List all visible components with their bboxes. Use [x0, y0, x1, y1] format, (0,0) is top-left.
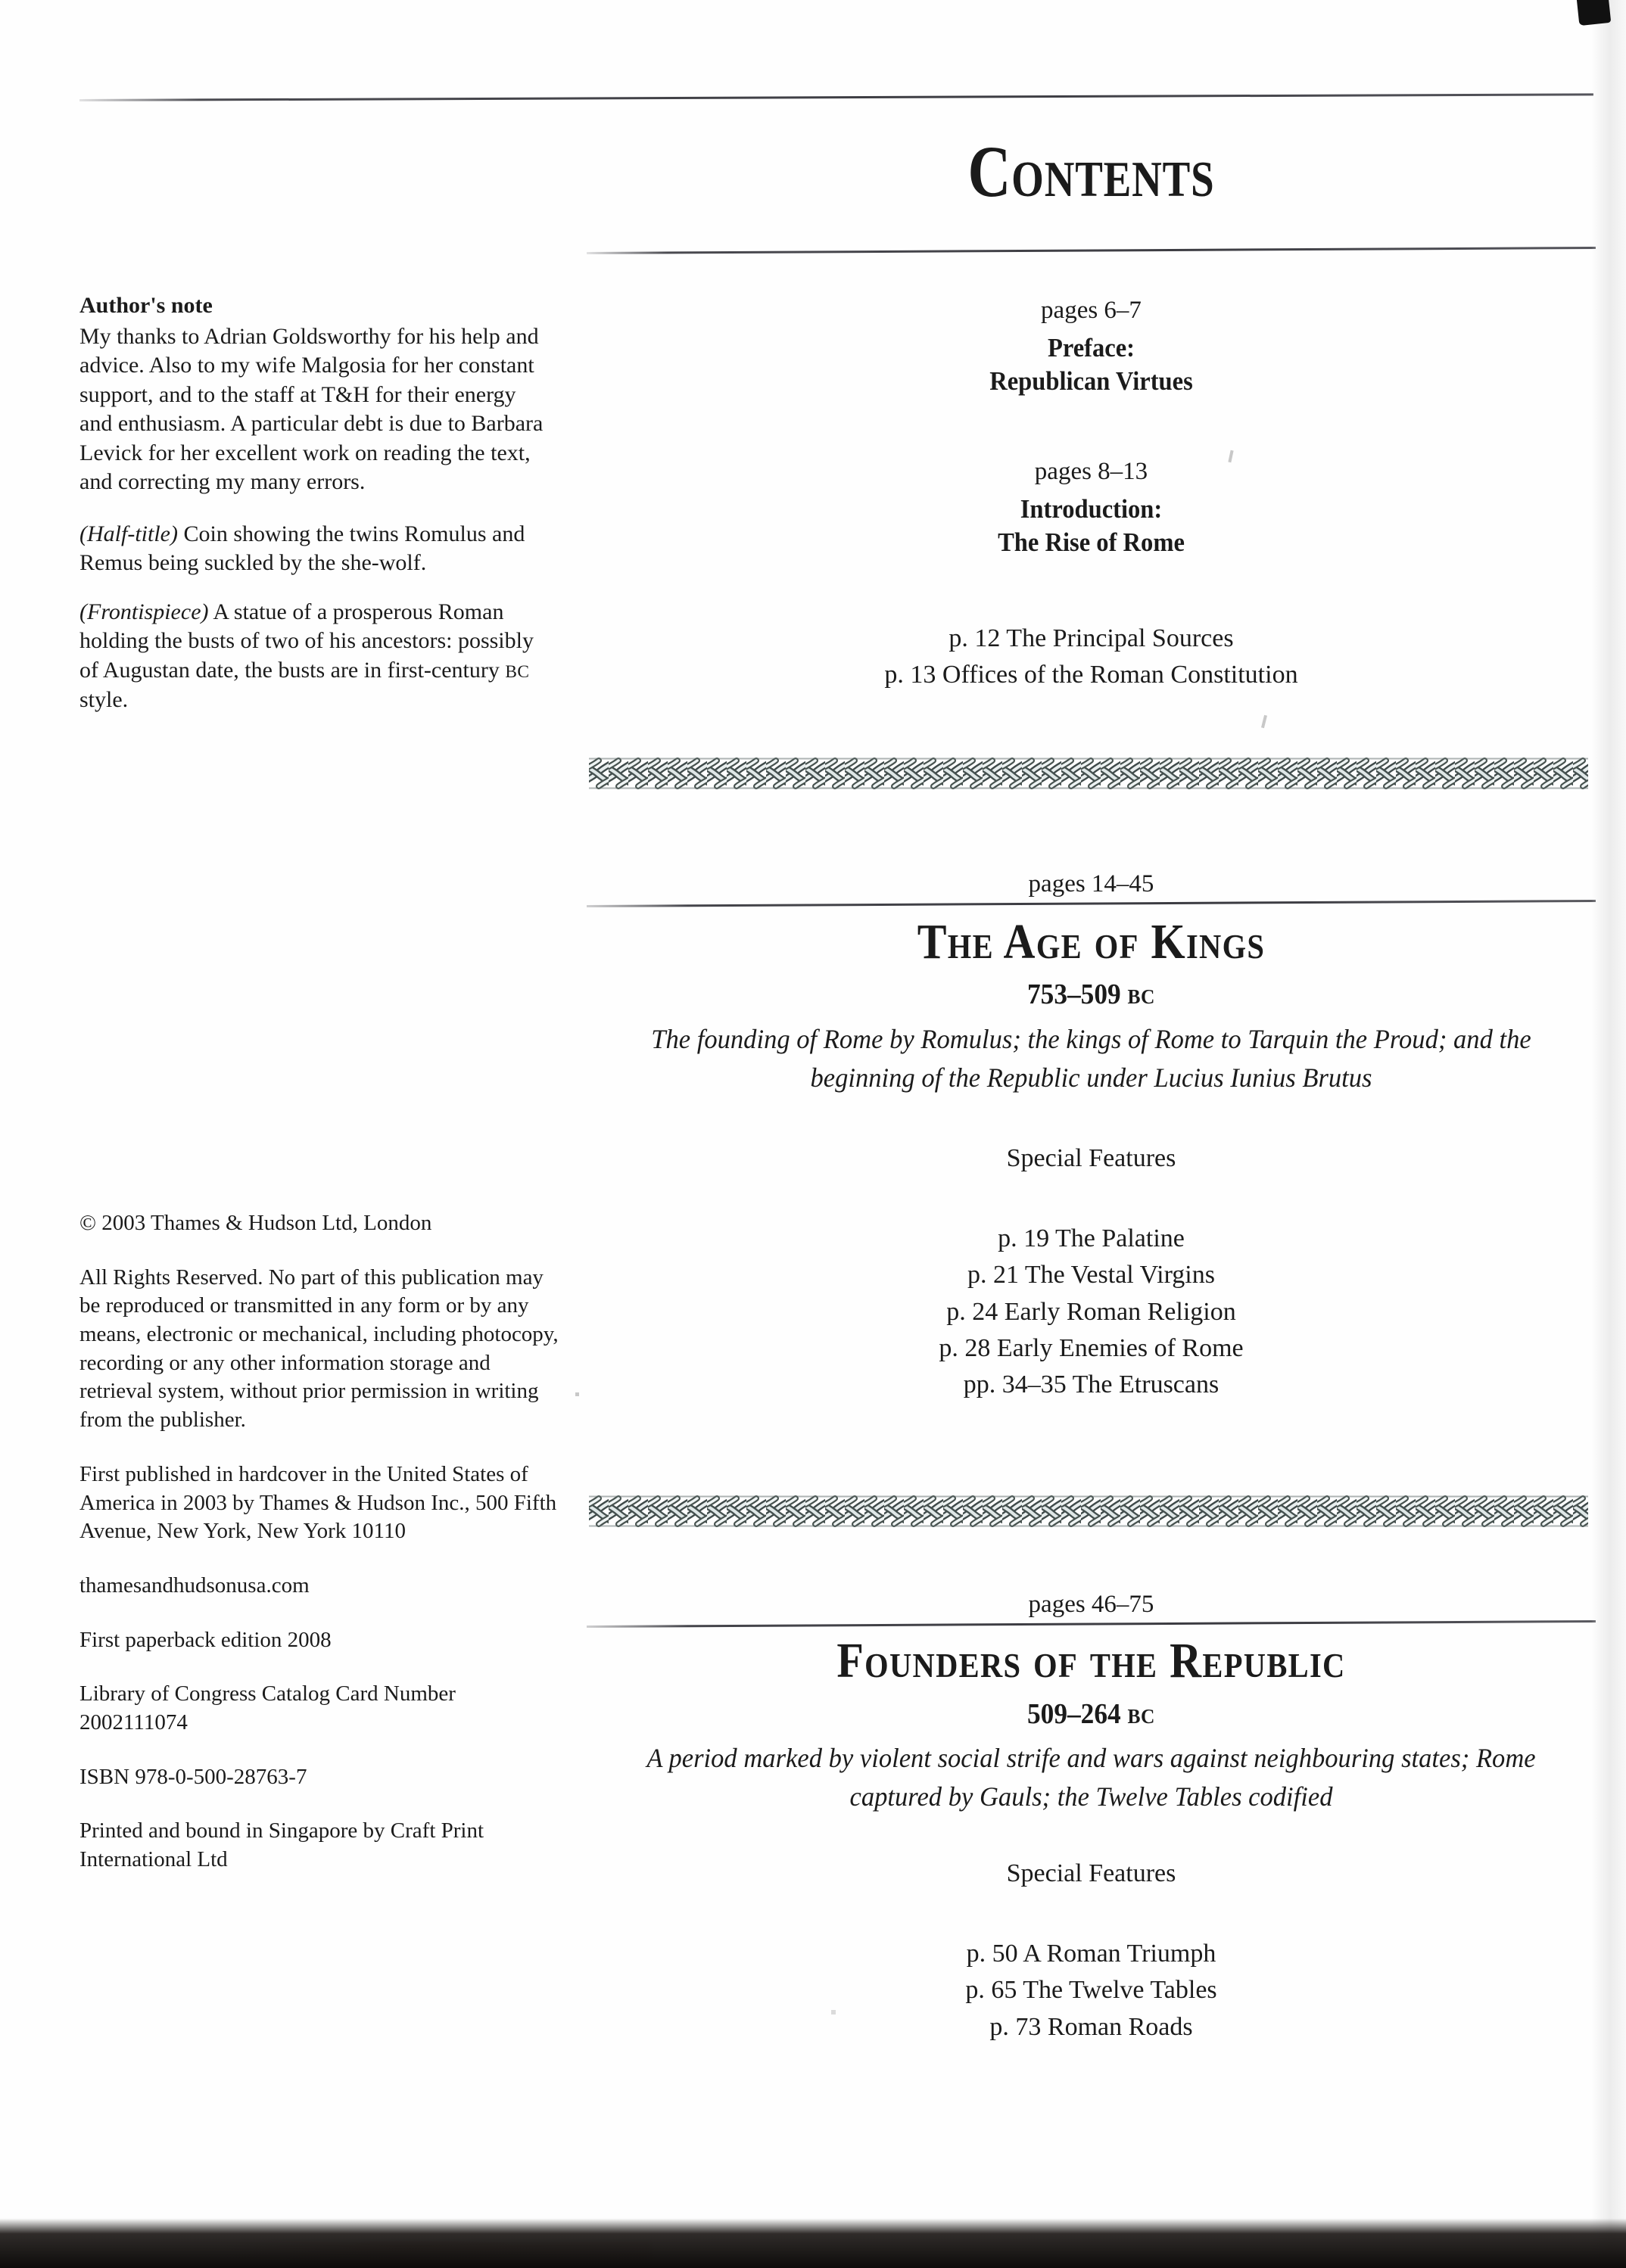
list-item: p. 73 Roman Roads	[989, 2012, 1193, 2041]
introduction-title-line1: Introduction:	[1020, 494, 1163, 524]
imprint-block	[79, 1209, 564, 1874]
top-horizontal-rule	[79, 93, 1593, 101]
section-1-features-list	[587, 1221, 1596, 1403]
section-2-features-list	[587, 1936, 1596, 2046]
preface-pages: pages 6–7	[1041, 297, 1142, 324]
paperback-edition-text: First paperback edition 2008	[79, 1627, 332, 1652]
section-1-rule	[587, 900, 1596, 907]
braided-rope-ornament-2	[589, 1495, 1588, 1528]
introduction-sources-list	[587, 621, 1596, 692]
introduction-title-line2: The Rise of Rome	[998, 527, 1185, 558]
section-1-title: The Age of Kings	[917, 914, 1266, 969]
copyright-line: © 2003 Thames & Hudson Ltd, London	[79, 1211, 432, 1235]
page-title: Contents	[967, 131, 1215, 212]
section-1-era-label: BC	[1127, 985, 1155, 1008]
half-title-caption-body: Coin showing the twins Romulus and Remus being suckled by the she-wolf.	[79, 521, 525, 576]
introduction-pages: pages 8–13	[1034, 458, 1148, 485]
frontispiece-caption	[79, 598, 553, 714]
scan-speck	[1261, 715, 1267, 728]
frontispiece-caption-body-2: style.	[79, 686, 129, 712]
front-matter-entry-introduction	[587, 458, 1596, 559]
section-2-rule	[587, 1620, 1596, 1628]
contents-title-rule	[587, 247, 1596, 254]
library-of-congress-text: Library of Congress Catalog Card Number 2002111074	[79, 1682, 456, 1734]
section-2-dates	[622, 1697, 1561, 1731]
preface-title-line1: Preface:	[1047, 333, 1135, 362]
section-2-description: A period marked by violent social strife and wars against neighbouring states; Rome captured by Gauls; the Twelve Tables codified	[646, 1743, 1536, 1812]
list-item: p. 50 A Roman Triumph	[966, 1940, 1216, 1968]
list-item: p. 13 Offices of the Roman Constitution	[884, 660, 1298, 689]
scan-bottom-edge-artifact	[0, 2204, 1626, 2268]
section-2-title: Founders of the Republic	[836, 1633, 1346, 1688]
authors-note-body: My thanks to Adrian Goldsworthy for his help and advice. Also to my wife Malgosia for her constant support, and to the staff at T&H for their energy and enthusiasm. A particular debt is due to Barbara Levick for her excellent work on reading the text, and correcting my many errors.	[79, 323, 544, 495]
frontispiece-caption-body-1: A statue of a prosperous Roman holding the busts of two of his ancestors: possibly of Augustan date, the busts are in first-century	[79, 599, 534, 683]
list-item: p. 19 The Palatine	[998, 1224, 1185, 1252]
left-column-notes	[79, 291, 553, 737]
section-2-era-label: BC	[1127, 1705, 1155, 1728]
section-2-dates-value: 509–264	[1027, 1698, 1121, 1730]
section-1-dates	[622, 978, 1561, 1011]
section-1-pages-label: pages 14–45	[1018, 870, 1165, 898]
list-item: p. 28 Early Enemies of Rome	[939, 1333, 1244, 1362]
isbn-text: ISBN 978-0-500-28763-7	[79, 1764, 307, 1789]
list-item: p. 21 The Vestal Virgins	[967, 1261, 1215, 1290]
list-item: p. 65 The Twelve Tables	[965, 1976, 1217, 2005]
preface-title-line2: Republican Virtues	[989, 366, 1193, 397]
scan-speck	[575, 1392, 579, 1396]
all-rights-reserved-text: All Rights Reserved. No part of this publication may be reproduced or transmitted in any form or by any means, electronic or mechanical, including photocopy, recording or any other information storage and retrieval system, without prior permission in writing from the publisher.	[79, 1265, 559, 1433]
section-1-pages	[587, 870, 1596, 898]
printed-bound-text: Printed and bound in Singapore by Craft Print International Ltd	[79, 1818, 484, 1871]
scan-speck	[831, 2010, 836, 2014]
frontispiece-caption-lead: (Frontispiece)	[79, 599, 209, 624]
list-item: pp. 34–35 The Etruscans	[963, 1370, 1220, 1399]
scan-corner-artifact	[1576, 0, 1612, 26]
section-2-pages	[587, 1591, 1596, 1619]
scan-edge-shading	[1591, 0, 1626, 2268]
section-1-description: The founding of Rome by Romulus; the kings of Rome to Tarquin the Proud; and the beginning of the Republic under Lucius Iunius Brutus	[651, 1024, 1531, 1094]
list-item: p. 24 Early Roman Religion	[946, 1297, 1236, 1326]
first-published-text: First published in hardcover in the United States of America in 2003 by Thames & Hudson Inc., 500 Fifth Avenue, New York, New York 10110	[79, 1461, 557, 1544]
section-2-features-heading: Special Features	[1006, 1859, 1176, 1887]
section-1-features-heading: Special Features	[1006, 1144, 1176, 1172]
frontispiece-era-label: BC	[505, 662, 530, 683]
section-1-dates-value: 753–509	[1027, 978, 1121, 1010]
authors-note-heading: Author's note	[79, 293, 213, 318]
front-matter-entry-preface	[587, 297, 1596, 398]
braided-rope-ornament-1	[589, 757, 1588, 790]
publisher-website: thamesandhudsonusa.com	[79, 1573, 310, 1598]
section-2-pages-label: pages 46–75	[1018, 1591, 1165, 1618]
list-item: p. 12 The Principal Sources	[948, 624, 1234, 652]
half-title-caption	[79, 520, 553, 578]
half-title-caption-lead: (Half-title)	[79, 521, 178, 546]
